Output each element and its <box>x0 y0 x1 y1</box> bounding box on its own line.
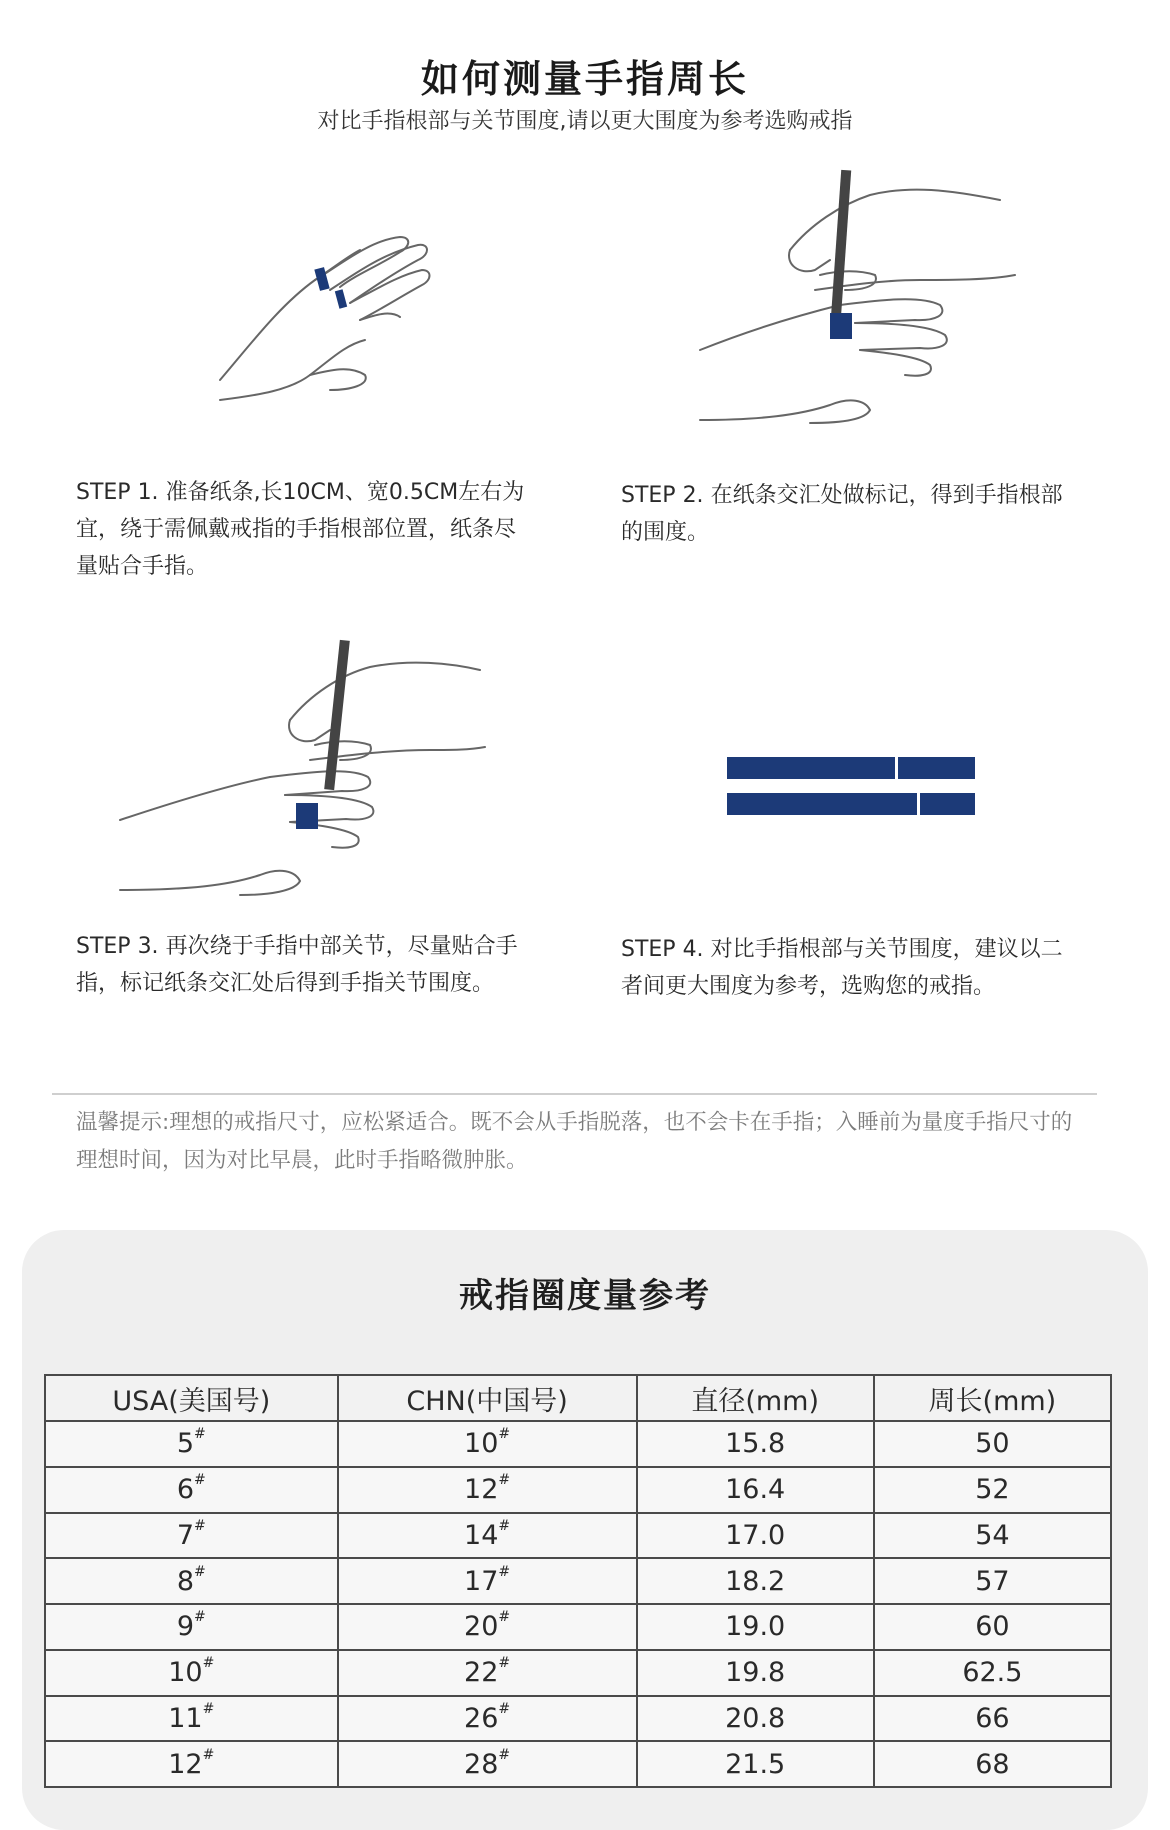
usa-size-cell <box>45 1604 338 1650</box>
cell-value: 8 <box>176 1565 195 1597</box>
step4-strips <box>727 757 975 817</box>
step2-illustration <box>690 165 1030 445</box>
size-mark: # <box>498 1655 511 1672</box>
cell-value: 5 <box>176 1428 195 1460</box>
cell-value: 6 <box>176 1474 195 1506</box>
circumference-cell <box>874 1467 1111 1513</box>
table-row <box>45 1696 1111 1742</box>
diameter-cell <box>637 1421 874 1467</box>
cell-value: 52 <box>975 1474 1010 1506</box>
cell-value: 68 <box>975 1748 1010 1780</box>
cell-value: 12 <box>464 1474 499 1506</box>
circumference-cell <box>874 1696 1111 1742</box>
size-mark: # <box>194 1563 206 1580</box>
usa-size-cell <box>45 1741 338 1787</box>
cell-value: 11 <box>168 1702 203 1734</box>
cell-value: 62.5 <box>962 1657 1023 1689</box>
chn-size-cell <box>338 1604 637 1650</box>
usa-size-cell <box>45 1513 338 1559</box>
step-2-desc: 在纸条交汇处做标记，得到手指根部的围度。 <box>621 483 1063 545</box>
col-diameter-header: 直径(mm) <box>637 1375 874 1421</box>
diameter-cell <box>637 1467 874 1513</box>
cell-value: 17.0 <box>725 1519 786 1551</box>
cell-value: 19.0 <box>725 1611 786 1643</box>
size-mark: # <box>498 1563 511 1580</box>
size-mark: # <box>202 1746 215 1763</box>
cell-value: 18.2 <box>725 1565 786 1597</box>
cell-value: 20 <box>464 1611 499 1643</box>
step-3-label: STEP 3. <box>76 934 159 959</box>
step-2-label: STEP 2. <box>621 483 704 508</box>
table-row <box>45 1558 1111 1604</box>
cell-value: 54 <box>975 1519 1010 1551</box>
warm-tip: 温馨提示:理想的戒指尺寸，应松紧适合。既不会从手指脱落，也不会卡在手指；入睡前为量度手指尺寸的理想时间，因为对比早晨，此时手指略微肿胀。 <box>76 1110 1073 1173</box>
table-row <box>45 1421 1111 1467</box>
chn-size-cell <box>338 1513 637 1559</box>
diameter-cell <box>637 1558 874 1604</box>
cell-value: 60 <box>975 1611 1010 1643</box>
step-4-label: STEP 4. <box>621 937 704 962</box>
circumference-cell <box>874 1741 1111 1787</box>
step3-illustration <box>110 635 490 915</box>
size-mark: # <box>498 1517 511 1534</box>
step-1-desc: 准备纸条,长10CM、宽0.5CM左右为宜，绕于需佩戴戒指的手指根部位置，纸条尽量贴合手指。 <box>76 480 525 579</box>
step-3-desc: 再次绕于手指中部关节，尽量贴合手指，标记纸条交汇处后得到手指关节围度。 <box>76 934 518 996</box>
circumference-cell <box>874 1513 1111 1559</box>
cell-value: 12 <box>168 1748 203 1780</box>
ring-size-table <box>44 1374 1112 1788</box>
diameter-cell <box>637 1696 874 1742</box>
size-mark: # <box>202 1655 215 1672</box>
cell-value: 50 <box>975 1428 1010 1460</box>
circumference-cell <box>874 1558 1111 1604</box>
cell-value: 26 <box>464 1702 499 1734</box>
usa-size-cell <box>45 1650 338 1696</box>
page-title: 如何测量手指周长 <box>420 57 749 101</box>
size-mark: # <box>498 1472 511 1489</box>
diameter-cell <box>637 1513 874 1559</box>
size-mark: # <box>194 1426 206 1443</box>
cell-value: 10 <box>168 1657 203 1689</box>
page-subtitle: 对比手指根部与关节围度,请以更大围度为参考选购戒指 <box>317 109 853 134</box>
cell-value: 66 <box>975 1702 1010 1734</box>
step-1-text <box>76 474 526 585</box>
table-row <box>45 1650 1111 1696</box>
size-mark: # <box>498 1746 511 1763</box>
table-row <box>45 1604 1111 1650</box>
circumference-cell <box>874 1604 1111 1650</box>
chn-size-cell <box>338 1650 637 1696</box>
col-circumference-header: 周长(mm) <box>874 1375 1111 1421</box>
cell-value: 15.8 <box>725 1428 786 1460</box>
col-usa-header: USA(美国号) <box>45 1375 338 1421</box>
cell-value: 20.8 <box>725 1702 786 1734</box>
diameter-cell <box>637 1604 874 1650</box>
usa-size-cell <box>45 1558 338 1604</box>
cell-value: 14 <box>464 1519 499 1551</box>
table-row <box>45 1741 1111 1787</box>
cell-value: 16.4 <box>725 1474 786 1506</box>
size-mark: # <box>498 1609 511 1626</box>
step-3-text <box>76 928 526 1002</box>
diameter-cell <box>637 1741 874 1787</box>
table-body <box>45 1421 1111 1787</box>
size-mark: # <box>194 1517 206 1534</box>
size-mark: # <box>498 1700 511 1717</box>
cell-value: 9 <box>176 1611 195 1643</box>
step-4-desc: 对比手指根部与关节围度，建议以二者间更大围度为参考，选购您的戒指。 <box>621 937 1063 999</box>
chn-size-cell <box>338 1421 637 1467</box>
usa-size-cell <box>45 1467 338 1513</box>
chn-size-cell <box>338 1558 637 1604</box>
cell-value: 22 <box>464 1657 499 1689</box>
size-mark: # <box>194 1472 206 1489</box>
size-chart-title: 戒指圈度量参考 <box>459 1276 711 1316</box>
cell-value: 57 <box>975 1565 1010 1597</box>
usa-size-cell <box>45 1696 338 1742</box>
table-row <box>45 1467 1111 1513</box>
chn-size-cell <box>338 1741 637 1787</box>
table-row <box>45 1513 1111 1559</box>
table-header-row <box>45 1375 1111 1421</box>
cell-value: 17 <box>464 1565 499 1597</box>
size-mark: # <box>194 1609 206 1626</box>
chn-size-cell <box>338 1696 637 1742</box>
usa-size-cell <box>45 1421 338 1467</box>
step-1-label: STEP 1. <box>76 480 159 505</box>
chn-size-cell <box>338 1467 637 1513</box>
cell-value: 28 <box>464 1748 499 1780</box>
size-mark: # <box>202 1700 215 1717</box>
diameter-cell <box>637 1650 874 1696</box>
circumference-cell <box>874 1421 1111 1467</box>
circumference-cell <box>874 1650 1111 1696</box>
cell-value: 21.5 <box>725 1748 786 1780</box>
cell-value: 7 <box>176 1519 195 1551</box>
size-mark: # <box>498 1426 511 1443</box>
step-2-text <box>621 477 1071 551</box>
step-4-text <box>621 931 1071 1005</box>
step1-illustration <box>200 225 460 425</box>
cell-value: 19.8 <box>725 1657 786 1689</box>
cell-value: 10 <box>464 1428 499 1460</box>
col-chn-header: CHN(中国号) <box>338 1375 637 1421</box>
section-divider <box>52 1093 1097 1095</box>
